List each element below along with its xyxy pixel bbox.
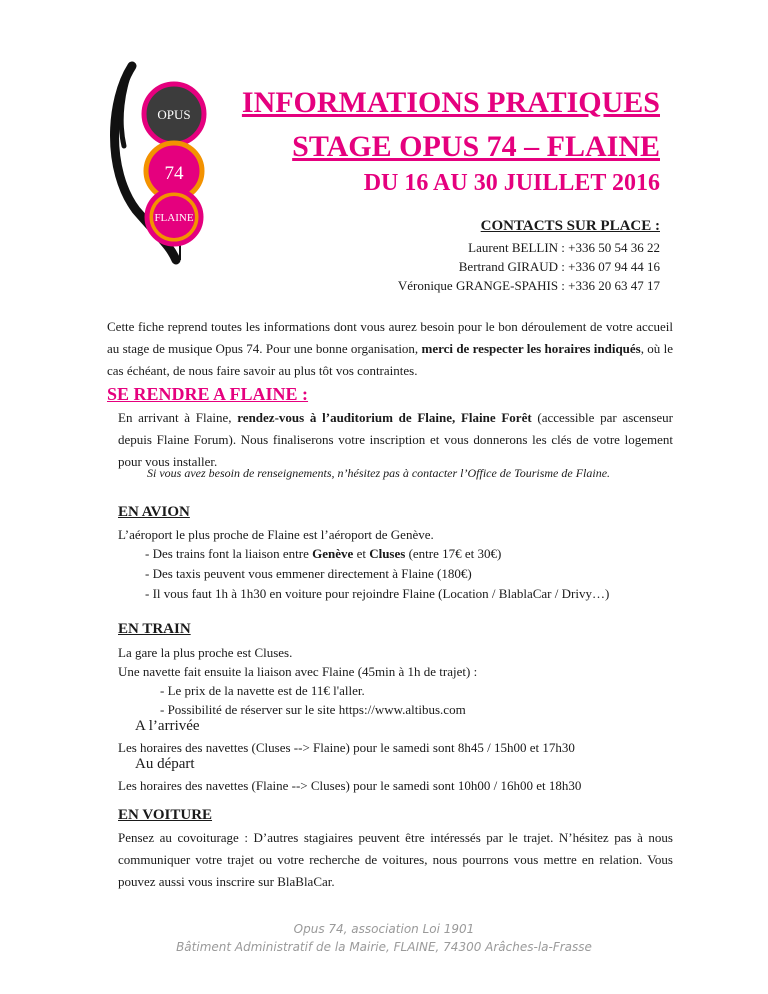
avion-item-trains [145, 546, 501, 562]
logo-word-opus: OPUS [157, 107, 191, 122]
logo-word-flaine: FLAINE [154, 212, 194, 224]
train-item-prix: - Le prix de la navette est de 11€ l'aller. [160, 683, 365, 698]
train-item-reservation: - Possibilité de réserver sur le site https://www.altibus.com [160, 702, 466, 717]
se-rendre-text: En arrivant à Flaine, [118, 410, 238, 425]
avion-text: (entre 17€ et 30€) [405, 546, 502, 561]
se-rendre-note: Si vous avez besoin de renseignements, n’hésitez pas à contacter l’Office de Tourisme de Flaine. [147, 466, 611, 480]
intro-paragraph [107, 316, 673, 382]
intro-text: , où le cas échéant, de nous faire savoir au plus tôt vos contraintes. [107, 341, 673, 378]
train-line: Une navette fait ensuite la liaison avec Flaine (45min à 1h de trajet) : [118, 664, 478, 679]
section-heading-se-rendre: SE RENDRE A FLAINE : [107, 384, 309, 404]
section-heading-avion: EN AVION [118, 504, 190, 520]
subheading-arrivee: A l’arrivée [135, 718, 200, 734]
section-heading-voiture: EN VOITURE [118, 807, 213, 823]
contacts-heading: CONTACTS SUR PLACE : [480, 218, 660, 234]
footer-line-2: Bâtiment Administratif de la Mairie, FLAINE, 74300 Arâches-la-Frasse [176, 940, 592, 954]
avion-text: - Des trains font la liaison entre [145, 546, 313, 561]
se-rendre-paragraph [118, 407, 673, 473]
title-line-1: INFORMATIONS PRATIQUES [241, 86, 660, 119]
arrivee-text: Les horaires des navettes (Cluses --> Flaine) pour le samedi sont 8h45 / 15h00 et 17h30 [118, 740, 575, 755]
se-rendre-bold: rendez-vous à l’auditorium de Flaine, Flaine Forêt [237, 410, 532, 425]
contact-line: Bertrand GIRAUD : +336 07 94 44 16 [458, 259, 660, 274]
train-line: La gare la plus proche est Cluses. [118, 645, 293, 660]
voiture-paragraph: Pensez au covoiturage : D’autres stagiaires peuvent être intéressés par le trajet. N’hésitez pas à nous communiquer votre trajet ou votre recherche de voitures, nous pourrons vous mettre en relation. Vous pouvez aussi vous inscrire sur BlaBlaCar. [118, 830, 673, 889]
logo-word-74: 74 [164, 163, 184, 184]
avion-bold-cluses: Cluses [369, 546, 406, 561]
intro-text: Cette fiche reprend toutes les informations dont vous aurez besoin pour le bon déroulement de votre accueil au stage de musique Opus 74. Pour une bonne organisation, [107, 319, 673, 356]
contact-line: Laurent BELLIN : +336 50 54 36 22 [468, 240, 660, 255]
title-dates: DU 16 AU 30 JUILLET 2016 [363, 170, 660, 196]
contact-line: Véronique GRANGE-SPAHIS : +336 20 63 47 17 [397, 278, 660, 293]
avion-bold-geneve: Genève [312, 546, 354, 561]
depart-text: Les horaires des navettes (Flaine --> Cluses) pour le samedi sont 10h00 / 16h00 et 18h30 [118, 778, 582, 793]
se-rendre-text: (accessible par ascenseur depuis Flaine Forum). Nous finaliserons votre inscription et vous donnerons les clés de votre logement pour vous installer. [118, 410, 673, 469]
avion-text: et [353, 546, 370, 561]
avion-item-taxis: - Des taxis peuvent vous emmener directement à Flaine (180€) [145, 566, 472, 581]
avion-intro: L’aéroport le plus proche de Flaine est l’aéroport de Genève. [118, 527, 434, 542]
intro-bold: merci de respecter les horaires indiqués [421, 341, 641, 356]
subheading-depart: Au départ [135, 756, 195, 772]
title-line-2: STAGE OPUS 74 – FLAINE [292, 130, 660, 163]
footer-line-1: Opus 74, association Loi 1901 [293, 922, 475, 936]
section-heading-train: EN TRAIN [118, 621, 191, 637]
opus74-logo [92, 60, 232, 270]
avion-item-voiture: - Il vous faut 1h à 1h30 en voiture pour rejoindre Flaine (Location / BlablaCar / Drivy…) [145, 586, 610, 601]
